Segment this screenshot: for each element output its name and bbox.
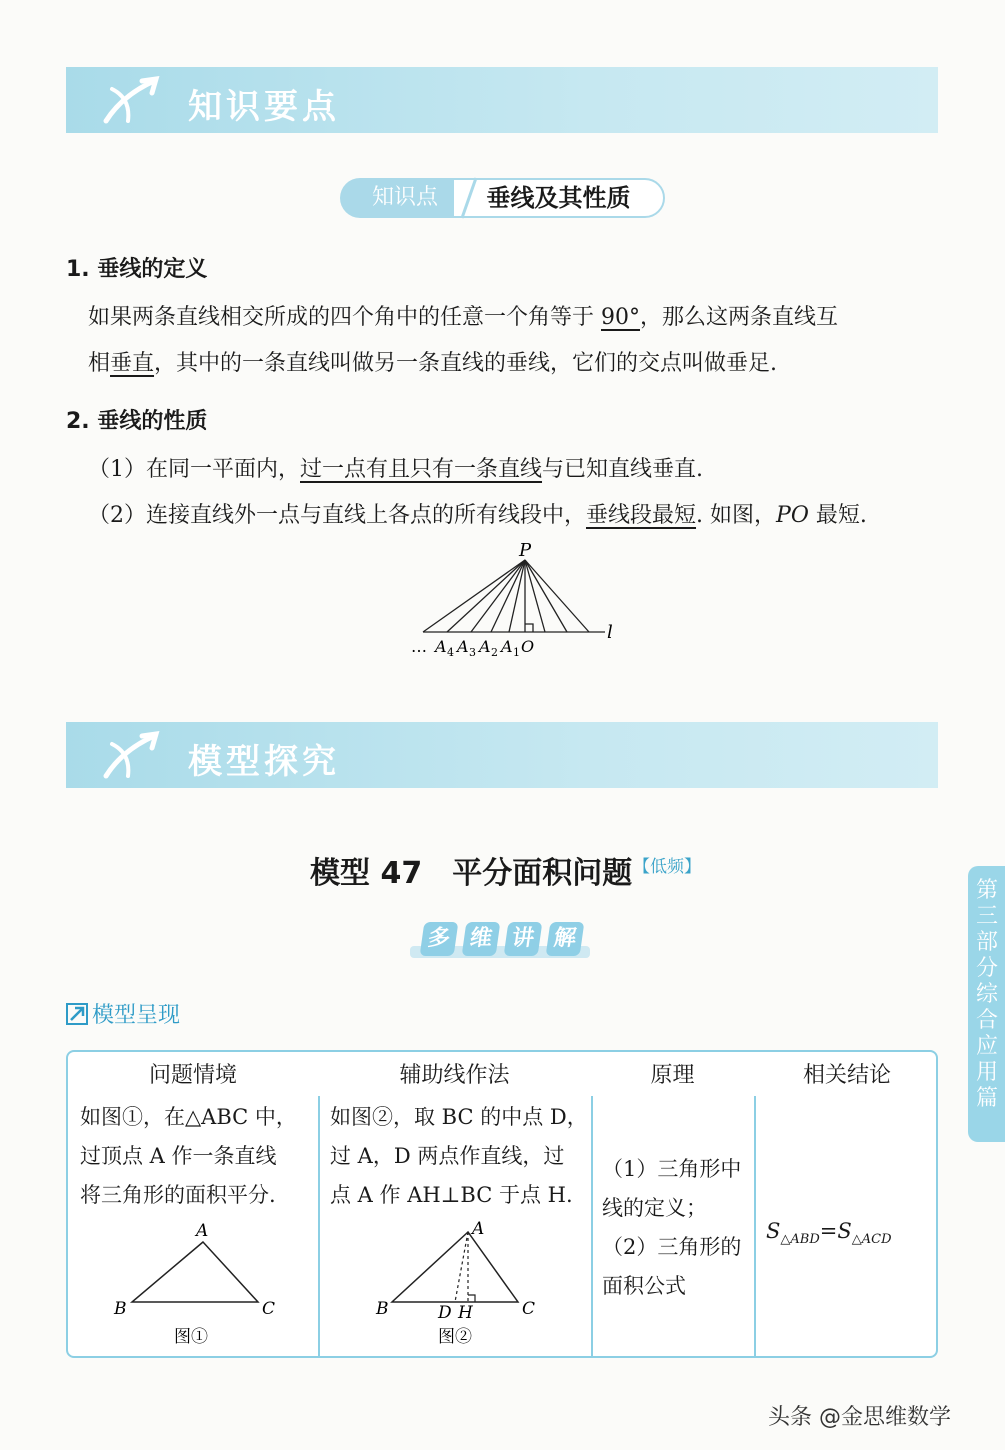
model-table (66, 1050, 938, 1358)
label-H: H (458, 1303, 473, 1323)
label-A: A (472, 1219, 485, 1239)
knowledge-point-label: 知识点 (340, 178, 470, 218)
header-principle: 原理 (650, 1063, 695, 1088)
label-A: A (196, 1221, 209, 1241)
side-section-tab: 第三部分 综合应用篇 (968, 866, 1005, 1142)
label-l: l (607, 622, 613, 643)
badge-char: 维 (462, 922, 501, 956)
section-banner-model (66, 722, 938, 788)
answer-90-degrees: 90° (601, 305, 640, 330)
slash-divider (458, 176, 480, 220)
knowledge-point-topic: 垂线及其性质 (452, 178, 665, 218)
model-title: 模型 47 平分面积问题 (310, 856, 633, 891)
section-title: 模型探究 (188, 742, 340, 782)
badge-char: 讲 (504, 922, 543, 956)
label-C: C (262, 1299, 276, 1319)
header-conclusion: 相关结论 (802, 1063, 891, 1088)
cell-auxiliary-line: 如图②，取 BC 的中点 D， 过 A，D 两点作直线，过 点 A 作 AH⊥BC 于点 H. (330, 1105, 588, 1207)
arrow-box-icon (66, 1003, 88, 1025)
badge-char: 解 (546, 922, 585, 956)
svg-text:1: 1 (513, 646, 520, 659)
right-angle-mark (525, 624, 533, 632)
label-C: C (522, 1299, 536, 1319)
label-A4: A (435, 637, 447, 656)
swoosh-icon (102, 730, 160, 782)
label-P: P (519, 540, 532, 561)
header-auxiliary-line: 辅助线作法 (399, 1063, 510, 1088)
answer-perpendicular: 垂直 (110, 351, 155, 376)
figure-caption: 图① (174, 1327, 208, 1347)
badge-char: 多 (420, 922, 459, 956)
knowledge-point-tag (340, 178, 665, 218)
cell-conclusion: $S_{\triangle ABD}=S_{\triangle ACD}$ (766, 1219, 892, 1248)
definition-heading: 1. 垂线的定义 (66, 257, 208, 282)
definition-line-1: 如果两条直线相交所成的四个角中的任意一个角等于 90°，那么这两条直线互 (88, 305, 839, 330)
answer-shortest: 垂线段最短 (586, 503, 697, 528)
label-B: B (114, 1299, 127, 1319)
label-dots: … (411, 637, 427, 656)
property-item-2: （2）连接直线外一点与直线上各点的所有线段中，垂线段最短. 如图，PO 最短. (88, 503, 867, 528)
label-B: B (376, 1299, 389, 1319)
property-item-1: （1）在同一平面内，过一点有且只有一条直线与已知直线垂直. (88, 457, 704, 482)
section-banner-knowledge (66, 67, 938, 133)
label-A1: A (501, 637, 513, 656)
answer-unique-line: 过一点有且只有一条直线 (300, 457, 543, 482)
header-problem-context: 问题情境 (148, 1063, 237, 1088)
figure-1-triangle (108, 1216, 298, 1350)
label-A3: A (457, 637, 469, 656)
label-D: D (438, 1303, 452, 1323)
label-O: O (521, 637, 535, 656)
model-presentation-heading: 模型呈现 (66, 998, 180, 1029)
cell-principle: （1）三角形中 线的定义； （2）三角形的 面积公式 (602, 1157, 742, 1298)
cell-problem-context: 如图①，在△ABC 中， 过顶点 A 作一条直线 将三角形的面积平分. (80, 1105, 297, 1207)
multi-dimension-explanation-badge (410, 918, 590, 962)
section-title: 知识要点 (188, 87, 340, 127)
property-heading: 2. 垂线的性质 (66, 409, 208, 434)
svg-text:3: 3 (469, 646, 476, 659)
frequency-tag: 【低频】 (633, 857, 701, 877)
figure-caption: 图② (438, 1327, 472, 1347)
swoosh-icon (102, 75, 160, 127)
perpendicular-segment-figure (405, 540, 625, 660)
svg-text:4: 4 (447, 646, 454, 659)
watermark: 头条 @金思维数学 (768, 1405, 951, 1430)
label-A2: A (479, 637, 491, 656)
figure-2-triangle (368, 1216, 568, 1350)
svg-text:2: 2 (491, 646, 498, 659)
definition-line-2: 相垂直，其中的一条直线叫做另一条直线的垂线，它们的交点叫做垂足. (88, 351, 778, 376)
